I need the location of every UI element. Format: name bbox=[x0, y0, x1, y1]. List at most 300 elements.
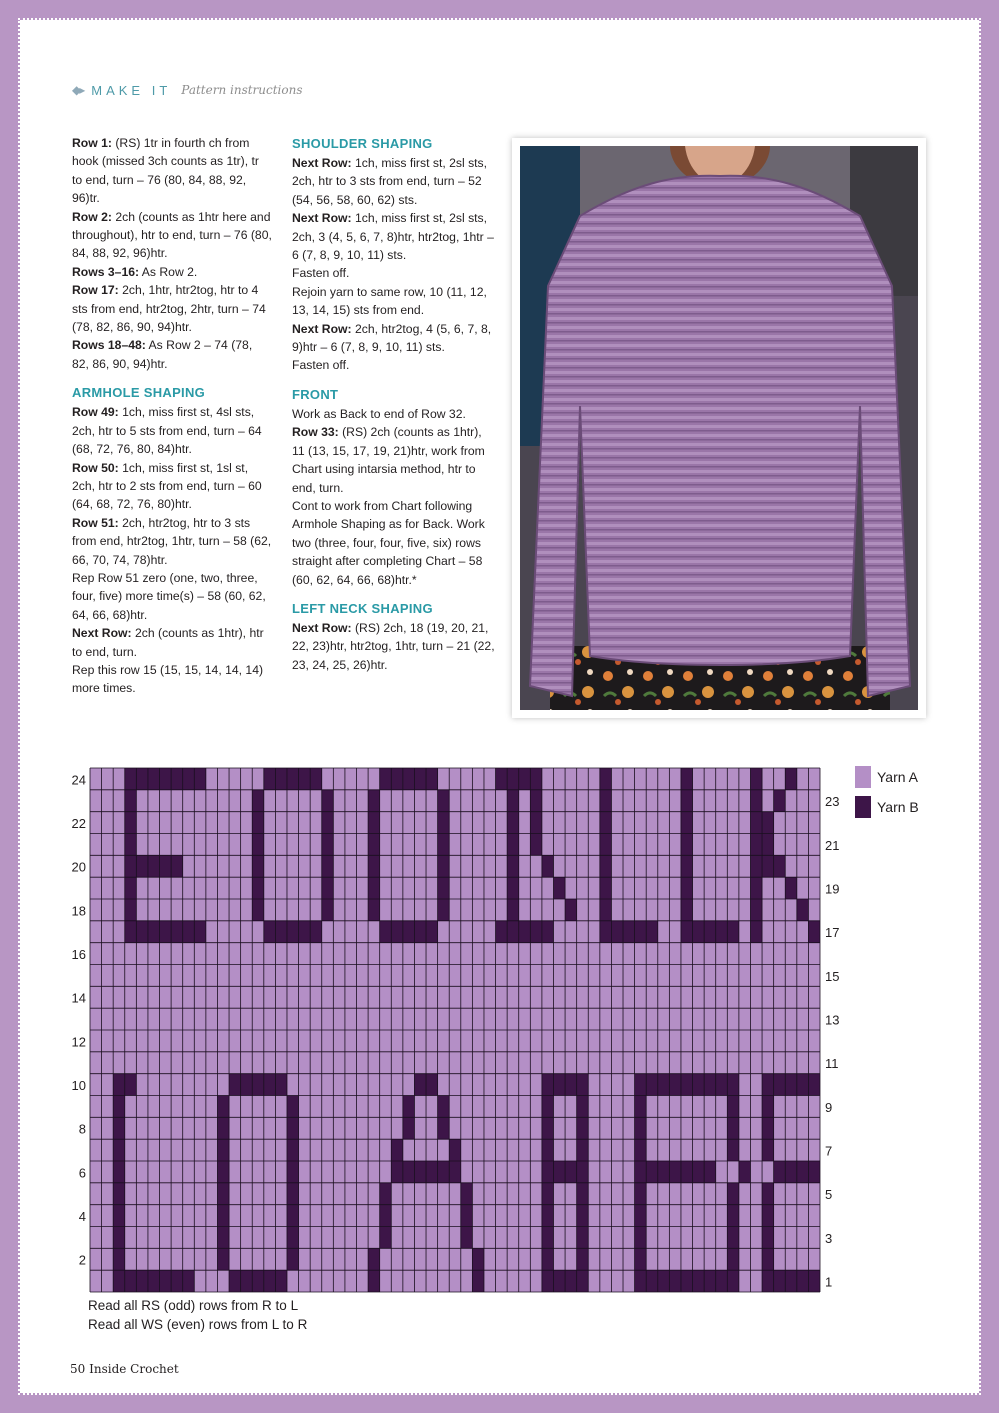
chart-cell-yarn-b bbox=[252, 1074, 264, 1096]
instruction-text: 2ch, htr2tog, 4 (5, 6, 7, 8, 9)htr – 6 (7, 8, 9, 10, 11) sts. bbox=[292, 321, 492, 355]
page-border-bottom bbox=[0, 1393, 999, 1413]
chart-cell-yarn-b bbox=[704, 1161, 716, 1183]
chart-cell-yarn-b bbox=[785, 1074, 797, 1096]
chart-row-label-left: 24 bbox=[71, 772, 86, 788]
instruction-row-label: Next Row: bbox=[292, 211, 352, 226]
chart-cell-yarn-b bbox=[160, 855, 172, 877]
chart-cell-yarn-b bbox=[426, 1161, 438, 1183]
chart-cell-yarn-b bbox=[762, 1183, 774, 1205]
chart-cell-yarn-b bbox=[727, 1117, 739, 1139]
instruction-text: 2ch (counts as 1htr here and throughout), htr to end, turn – 76 (80, 84, 88, 92, 96)htr. bbox=[72, 209, 272, 261]
chart-cell-yarn-b bbox=[322, 812, 334, 834]
chart-cell-yarn-b bbox=[797, 1074, 809, 1096]
section-header bbox=[72, 80, 303, 100]
chart-cell-yarn-b bbox=[148, 921, 160, 943]
instruction-paragraph bbox=[72, 459, 272, 514]
chart-cell-yarn-b bbox=[797, 1270, 809, 1292]
chart-cell-yarn-b bbox=[391, 1139, 403, 1161]
chart-cell-yarn-b bbox=[750, 790, 762, 812]
chart-cell-yarn-b bbox=[762, 1117, 774, 1139]
chart-cell-yarn-b bbox=[403, 1117, 415, 1139]
chart-cell-yarn-b bbox=[426, 768, 438, 790]
chart-cell-yarn-b bbox=[646, 1270, 658, 1292]
chart-cell-yarn-b bbox=[693, 1074, 705, 1096]
chart-cell-yarn-b bbox=[646, 1161, 658, 1183]
chart-cell-yarn-b bbox=[658, 1074, 670, 1096]
chart-row-label-left: 18 bbox=[71, 903, 86, 919]
section-heading: ARMHOLE SHAPING bbox=[72, 385, 206, 401]
chart-cell-yarn-b bbox=[762, 1139, 774, 1161]
chart-cell-yarn-b bbox=[762, 812, 774, 834]
chart-cell-yarn-b bbox=[113, 1139, 125, 1161]
instruction-paragraph bbox=[72, 134, 272, 208]
instruction-text: Rejoin yarn to same row, 10 (11, 12, 13, 14, 15) sts from end. bbox=[292, 284, 487, 318]
chart-cell-yarn-b bbox=[762, 1227, 774, 1249]
chart-cell-yarn-b bbox=[217, 1205, 229, 1227]
instruction-row-label: Next Row: bbox=[292, 321, 352, 336]
chart-cell-yarn-b bbox=[565, 899, 577, 921]
chart-cell-yarn-b bbox=[125, 768, 137, 790]
section-heading: LEFT NECK SHAPING bbox=[292, 600, 433, 616]
chart-cell-yarn-b bbox=[113, 1117, 125, 1139]
instruction-row-label: Row 50: bbox=[72, 460, 119, 475]
chart-cell-yarn-b bbox=[148, 1270, 160, 1292]
chart-row-label-right: 1 bbox=[825, 1274, 833, 1290]
chart-row-label-left: 2 bbox=[78, 1252, 86, 1268]
chart-cell-yarn-b bbox=[635, 1183, 647, 1205]
chart-cell-yarn-b bbox=[125, 899, 137, 921]
chart-cell-yarn-b bbox=[542, 1270, 554, 1292]
chart-cell-yarn-b bbox=[530, 834, 542, 856]
instruction-text: Rep this row 15 (15, 15, 14, 14, 14) more times. bbox=[72, 662, 264, 696]
chart-cell-yarn-b bbox=[577, 1227, 589, 1249]
instruction-row-label: Row 33: bbox=[292, 425, 339, 440]
chart-row-label-right: 11 bbox=[825, 1056, 839, 1072]
chart-cell-yarn-b bbox=[252, 877, 264, 899]
chart-cell-yarn-b bbox=[275, 921, 287, 943]
chart-cell-yarn-b bbox=[635, 1248, 647, 1270]
chart-cell-yarn-b bbox=[681, 899, 693, 921]
chart-cell-yarn-b bbox=[160, 921, 172, 943]
chart-cell-yarn-b bbox=[577, 1205, 589, 1227]
chart-cell-yarn-b bbox=[635, 1096, 647, 1118]
instruction-paragraph bbox=[72, 336, 272, 373]
chart-cell-yarn-b bbox=[808, 1270, 820, 1292]
chart-cell-yarn-b bbox=[148, 768, 160, 790]
intarsia-chart bbox=[60, 760, 840, 1300]
instruction-text: As Row 2 – 74 (78, 82, 86, 90, 94)htr. bbox=[72, 338, 253, 371]
instruction-text: (RS) 1tr in fourth ch from hook (missed 3ch counts as 1tr), tr to end, turn – 76 (80, 84, 88, 92, 96)tr. bbox=[72, 136, 259, 206]
instruction-row-label: Row 2: bbox=[72, 209, 112, 224]
chart-cell-yarn-b bbox=[438, 1096, 450, 1118]
chart-cell-yarn-b bbox=[635, 1270, 647, 1292]
chart-cell-yarn-b bbox=[669, 1074, 681, 1096]
chart-cell-yarn-b bbox=[368, 834, 380, 856]
chart-cell-yarn-b bbox=[449, 1161, 461, 1183]
chart-cell-yarn-b bbox=[171, 768, 183, 790]
chart-cell-yarn-b bbox=[368, 1248, 380, 1270]
chart-cell-yarn-b bbox=[391, 768, 403, 790]
chart-row-label-left: 12 bbox=[71, 1034, 86, 1050]
chart-cell-yarn-b bbox=[600, 921, 612, 943]
instruction-text: (RS) 2ch (counts as 1htr), 11 (13, 15, 17, 19, 21)htr, work from Chart using intarsia method, htr to end, turn. bbox=[292, 425, 485, 495]
chart-cell-yarn-b bbox=[542, 1096, 554, 1118]
chart-cell-yarn-b bbox=[438, 790, 450, 812]
instruction-paragraph bbox=[72, 208, 272, 263]
chart-cell-yarn-b bbox=[160, 1270, 172, 1292]
chart-cell-yarn-b bbox=[519, 921, 531, 943]
instruction-paragraph bbox=[72, 514, 272, 569]
chart-cell-yarn-b bbox=[727, 1096, 739, 1118]
instruction-paragraph bbox=[292, 619, 497, 674]
chart-cell-yarn-b bbox=[762, 855, 774, 877]
chart-cell-yarn-b bbox=[241, 1270, 253, 1292]
magazine-name: Inside Crochet bbox=[89, 1362, 179, 1376]
chart-cell-yarn-b bbox=[658, 1270, 670, 1292]
chart-row-label-left: 8 bbox=[78, 1121, 86, 1137]
chart-cell-yarn-b bbox=[750, 877, 762, 899]
chart-cell-yarn-b bbox=[762, 1270, 774, 1292]
chart-cell-yarn-b bbox=[750, 834, 762, 856]
chart-cell-yarn-b bbox=[739, 1161, 751, 1183]
chart-cell-yarn-b bbox=[113, 1183, 125, 1205]
chart-cell-yarn-b bbox=[507, 768, 519, 790]
chart-cell-yarn-b bbox=[577, 1270, 589, 1292]
chart-cell-yarn-b bbox=[287, 1205, 299, 1227]
chart-cell-yarn-b bbox=[264, 1074, 276, 1096]
chart-cell-yarn-b bbox=[125, 855, 137, 877]
chart-cell-yarn-b bbox=[635, 1074, 647, 1096]
chart-cell-yarn-b bbox=[600, 834, 612, 856]
chart-cell-yarn-b bbox=[681, 1074, 693, 1096]
chart-cell-yarn-b bbox=[252, 834, 264, 856]
instruction-text: Fasten off. bbox=[292, 266, 350, 281]
chart-cell-yarn-b bbox=[553, 1270, 565, 1292]
chart-cell-yarn-b bbox=[762, 1096, 774, 1118]
chart-cell-yarn-b bbox=[229, 1270, 241, 1292]
chart-cell-yarn-b bbox=[623, 921, 635, 943]
page-border-left bbox=[0, 0, 20, 1413]
chart-cell-yarn-b bbox=[252, 855, 264, 877]
chart-cell-yarn-b bbox=[252, 1270, 264, 1292]
chart-cell-yarn-b bbox=[472, 1270, 484, 1292]
legend-label-yarn-a: Yarn A bbox=[877, 769, 918, 785]
legend-item-yarn-a bbox=[855, 766, 919, 788]
chart-cell-yarn-b bbox=[542, 1205, 554, 1227]
chart-cell-yarn-b bbox=[577, 1248, 589, 1270]
chart-cell-yarn-b bbox=[461, 1183, 473, 1205]
chart-cell-yarn-b bbox=[577, 1161, 589, 1183]
chart-cell-yarn-b bbox=[774, 855, 786, 877]
chart-cell-yarn-b bbox=[414, 768, 426, 790]
chart-cell-yarn-b bbox=[171, 921, 183, 943]
chart-cell-yarn-b bbox=[750, 812, 762, 834]
instruction-paragraph bbox=[72, 624, 272, 661]
chart-cell-yarn-b bbox=[542, 1183, 554, 1205]
chart-cell-yarn-b bbox=[113, 1205, 125, 1227]
chart-cell-yarn-b bbox=[194, 921, 206, 943]
chart-cell-yarn-b bbox=[669, 1270, 681, 1292]
chart-cell-yarn-b bbox=[727, 1074, 739, 1096]
chart-cell-yarn-b bbox=[542, 1074, 554, 1096]
chart-cell-yarn-b bbox=[136, 1270, 148, 1292]
chart-cell-yarn-b bbox=[391, 921, 403, 943]
chart-cell-yarn-b bbox=[808, 921, 820, 943]
chart-cell-yarn-b bbox=[217, 1117, 229, 1139]
chart-cell-yarn-b bbox=[693, 1161, 705, 1183]
chart-cell-yarn-b bbox=[762, 834, 774, 856]
chart-cell-yarn-b bbox=[287, 1117, 299, 1139]
instruction-text: 2ch (counts as 1htr), htr to end, turn. bbox=[72, 626, 264, 659]
instruction-text: 2ch, 1htr, htr2tog, htr to 4 sts from end, htr2tog, 2htr, turn – 74 (78, 82, 86, 90, 94)htr. bbox=[72, 283, 266, 335]
chart-cell-yarn-b bbox=[252, 812, 264, 834]
chart-cell-yarn-b bbox=[727, 1227, 739, 1249]
chart-cell-yarn-b bbox=[368, 1270, 380, 1292]
instruction-paragraph bbox=[292, 356, 497, 374]
chart-cell-yarn-b bbox=[113, 1248, 125, 1270]
chart-cell-yarn-b bbox=[750, 855, 762, 877]
chart-cell-yarn-b bbox=[403, 768, 415, 790]
chart-cell-yarn-b bbox=[565, 1074, 577, 1096]
chart-cell-yarn-b bbox=[252, 899, 264, 921]
instructions-column-2 bbox=[292, 134, 497, 674]
chart-cell-yarn-b bbox=[438, 1161, 450, 1183]
chart-cell-yarn-b bbox=[136, 768, 148, 790]
instruction-paragraph bbox=[292, 209, 497, 264]
chart-cell-yarn-b bbox=[113, 1074, 125, 1096]
chart-cell-yarn-b bbox=[299, 768, 311, 790]
chart-cell-yarn-b bbox=[299, 921, 311, 943]
chart-cell-yarn-b bbox=[635, 921, 647, 943]
chart-cell-yarn-b bbox=[681, 790, 693, 812]
double-arrow-icon: ◆▸ bbox=[72, 83, 84, 97]
instructions-column-1 bbox=[72, 134, 272, 698]
chart-cell-yarn-b bbox=[797, 899, 809, 921]
chart-cell-yarn-b bbox=[217, 1096, 229, 1118]
chart-cell-yarn-b bbox=[669, 1161, 681, 1183]
page-border-top bbox=[0, 0, 999, 20]
page-number: 50 bbox=[70, 1362, 86, 1376]
legend-item-yarn-b bbox=[855, 796, 919, 818]
instruction-row-label: Row 49: bbox=[72, 405, 119, 420]
chart-cell-yarn-b bbox=[681, 1270, 693, 1292]
chart-cell-yarn-b bbox=[611, 921, 623, 943]
chart-cell-yarn-b bbox=[750, 768, 762, 790]
chart-cell-yarn-b bbox=[542, 855, 554, 877]
chart-cell-yarn-b bbox=[322, 790, 334, 812]
chart-cell-yarn-b bbox=[681, 812, 693, 834]
instruction-paragraph bbox=[292, 405, 497, 423]
chart-cell-yarn-b bbox=[368, 899, 380, 921]
chart-cell-yarn-b bbox=[727, 1139, 739, 1161]
chart-cell-yarn-b bbox=[727, 1270, 739, 1292]
chart-cell-yarn-b bbox=[507, 790, 519, 812]
chart-cell-yarn-b bbox=[310, 921, 322, 943]
chart-cell-yarn-b bbox=[507, 834, 519, 856]
chart-cell-yarn-b bbox=[774, 1074, 786, 1096]
chart-cell-yarn-b bbox=[681, 855, 693, 877]
chart-cell-yarn-b bbox=[183, 1270, 195, 1292]
chart-cell-yarn-b bbox=[171, 855, 183, 877]
chart-cell-yarn-b bbox=[229, 1074, 241, 1096]
chart-cell-yarn-b bbox=[414, 921, 426, 943]
chart-cell-yarn-b bbox=[113, 1227, 125, 1249]
chart-cell-yarn-b bbox=[600, 899, 612, 921]
chart-row-label-left: 4 bbox=[78, 1209, 86, 1225]
instruction-paragraph bbox=[292, 497, 497, 589]
chart-cell-yarn-b bbox=[125, 877, 137, 899]
note-rs-rows: Read all RS (odd) rows from R to L bbox=[88, 1298, 299, 1313]
chart-cell-yarn-b bbox=[704, 921, 716, 943]
chart-cell-yarn-b bbox=[496, 768, 508, 790]
chart-cell-yarn-b bbox=[750, 899, 762, 921]
chart-cell-yarn-b bbox=[635, 1139, 647, 1161]
instruction-text: As Row 2. bbox=[139, 264, 198, 279]
sweater-photo bbox=[520, 146, 918, 710]
chart-cell-yarn-b bbox=[322, 834, 334, 856]
chart-cell-yarn-b bbox=[391, 1161, 403, 1183]
chart-cell-yarn-b bbox=[322, 855, 334, 877]
chart-cell-yarn-b bbox=[368, 812, 380, 834]
chart-cell-yarn-b bbox=[113, 1161, 125, 1183]
chart-cell-yarn-b bbox=[217, 1227, 229, 1249]
chart-cell-yarn-b bbox=[785, 1161, 797, 1183]
legend-swatch-yarn-a bbox=[855, 766, 871, 788]
chart-cell-yarn-b bbox=[438, 855, 450, 877]
instruction-text: 2ch, htr2tog, htr to 3 sts from end, htr2tog, 1htr, turn – 58 (62, 66, 70, 74, 78)htr. bbox=[72, 515, 272, 567]
chart-cell-yarn-b bbox=[635, 1227, 647, 1249]
chart-cell-yarn-b bbox=[530, 812, 542, 834]
instruction-row-label: Next Row: bbox=[292, 620, 352, 635]
chart-cell-yarn-b bbox=[507, 877, 519, 899]
chart-cell-yarn-b bbox=[600, 790, 612, 812]
chart-cell-yarn-b bbox=[797, 1161, 809, 1183]
section-heading: FRONT bbox=[292, 386, 339, 402]
chart-cell-yarn-b bbox=[472, 1248, 484, 1270]
chart-cell-yarn-b bbox=[762, 1205, 774, 1227]
chart-cell-yarn-b bbox=[287, 1139, 299, 1161]
instruction-paragraph bbox=[292, 264, 497, 282]
chart-cell-yarn-b bbox=[125, 834, 137, 856]
chart-cell-yarn-b bbox=[194, 768, 206, 790]
instruction-paragraph bbox=[292, 154, 497, 209]
chart-cell-yarn-b bbox=[658, 1161, 670, 1183]
section-heading: SHOULDER SHAPING bbox=[292, 136, 433, 151]
chart-cell-yarn-b bbox=[275, 1270, 287, 1292]
chart-cell-yarn-b bbox=[542, 1161, 554, 1183]
chart-row-label-right: 19 bbox=[825, 881, 840, 897]
chart-cell-yarn-b bbox=[681, 921, 693, 943]
instruction-text: 1ch, miss first st, 1sl st, 2ch, htr to 2 sts from end, turn – 60 (64, 68, 72, 76, 80)htr. bbox=[72, 460, 262, 512]
chart-cell-yarn-b bbox=[438, 899, 450, 921]
instruction-text: Work as Back to end of Row 32. bbox=[292, 406, 466, 421]
chart-cell-yarn-b bbox=[461, 1227, 473, 1249]
chart-reading-notes bbox=[88, 1296, 307, 1334]
chart-cell-yarn-b bbox=[113, 1270, 125, 1292]
chart-cell-yarn-b bbox=[762, 1248, 774, 1270]
chart-cell-yarn-b bbox=[438, 877, 450, 899]
page-border-right bbox=[979, 0, 999, 1413]
chart-cell-yarn-b bbox=[681, 1161, 693, 1183]
chart-cell-yarn-b bbox=[727, 1205, 739, 1227]
chart-cell-yarn-b bbox=[507, 921, 519, 943]
chart-cell-yarn-b bbox=[426, 921, 438, 943]
chart-cell-yarn-b bbox=[287, 1227, 299, 1249]
chart-cell-yarn-b bbox=[774, 1161, 786, 1183]
chart-row-label-right: 23 bbox=[825, 794, 840, 810]
instruction-text: 1ch, miss first st, 2sl sts, 2ch, htr to 3 sts from end, turn – 52 (54, 56, 58, 60, 62) sts. bbox=[292, 156, 488, 207]
chart-cell-yarn-b bbox=[403, 1161, 415, 1183]
chart-cell-yarn-b bbox=[183, 921, 195, 943]
chart-cell-yarn-b bbox=[449, 1139, 461, 1161]
instruction-paragraph bbox=[72, 281, 272, 336]
chart-cell-yarn-b bbox=[646, 1074, 658, 1096]
chart-cell-yarn-b bbox=[693, 921, 705, 943]
chart-cell-yarn-b bbox=[704, 1270, 716, 1292]
chart-cell-yarn-b bbox=[542, 1117, 554, 1139]
instruction-row-label: Rows 3–16: bbox=[72, 264, 140, 279]
chart-cell-yarn-b bbox=[380, 1183, 392, 1205]
chart-cell-yarn-b bbox=[217, 1183, 229, 1205]
chart-cell-yarn-b bbox=[577, 1139, 589, 1161]
chart-cell-yarn-b bbox=[716, 1074, 728, 1096]
chart-cell-yarn-b bbox=[125, 812, 137, 834]
chart-cell-yarn-b bbox=[762, 1074, 774, 1096]
chart-cell-yarn-b bbox=[264, 921, 276, 943]
chart-cell-yarn-b bbox=[171, 1270, 183, 1292]
chart-cell-yarn-b bbox=[125, 1074, 137, 1096]
chart-legend bbox=[855, 766, 919, 826]
chart-cell-yarn-b bbox=[125, 790, 137, 812]
chart-cell-yarn-b bbox=[275, 1074, 287, 1096]
chart-cell-yarn-b bbox=[542, 1248, 554, 1270]
chart-cell-yarn-b bbox=[438, 812, 450, 834]
chart-cell-yarn-b bbox=[368, 790, 380, 812]
chart-row-label-left: 20 bbox=[71, 859, 86, 875]
chart-cell-yarn-b bbox=[287, 768, 299, 790]
chart-cell-yarn-b bbox=[600, 855, 612, 877]
chart-cell-yarn-b bbox=[322, 899, 334, 921]
chart-cell-yarn-b bbox=[264, 1270, 276, 1292]
chart-cell-yarn-b bbox=[785, 768, 797, 790]
chart-cell-yarn-b bbox=[785, 1270, 797, 1292]
instruction-row-label: Next Row: bbox=[72, 626, 132, 641]
chart-cell-yarn-b bbox=[600, 812, 612, 834]
chart-cell-yarn-b bbox=[635, 1205, 647, 1227]
chart-row-label-right: 9 bbox=[825, 1099, 833, 1115]
chart-cell-yarn-b bbox=[217, 1248, 229, 1270]
chart-cell-yarn-b bbox=[183, 768, 195, 790]
chart-cell-yarn-b bbox=[542, 1139, 554, 1161]
chart-cell-yarn-b bbox=[774, 1270, 786, 1292]
chart-cell-yarn-b bbox=[553, 1161, 565, 1183]
chart-cell-yarn-b bbox=[403, 921, 415, 943]
instruction-paragraph bbox=[292, 320, 497, 357]
chart-cell-yarn-b bbox=[426, 1074, 438, 1096]
chart-cell-yarn-b bbox=[808, 1074, 820, 1096]
chart-cell-yarn-b bbox=[507, 812, 519, 834]
chart-cell-yarn-b bbox=[565, 1270, 577, 1292]
instruction-text: Cont to work from Chart following Armhole Shaping as for Back. Work two (three, four, four, five, six) rows straight after completing Chart – 58 (60, 62, 64, 66, 68)htr.* bbox=[292, 498, 485, 587]
instruction-paragraph bbox=[72, 403, 272, 458]
chart-cell-yarn-b bbox=[600, 768, 612, 790]
chart-row-label-right: 7 bbox=[825, 1143, 833, 1159]
chart-cell-yarn-b bbox=[287, 1096, 299, 1118]
chart-cell-yarn-b bbox=[716, 1270, 728, 1292]
instruction-paragraph bbox=[292, 423, 497, 497]
chart-cell-yarn-b bbox=[380, 1205, 392, 1227]
instruction-paragraph bbox=[72, 661, 272, 698]
